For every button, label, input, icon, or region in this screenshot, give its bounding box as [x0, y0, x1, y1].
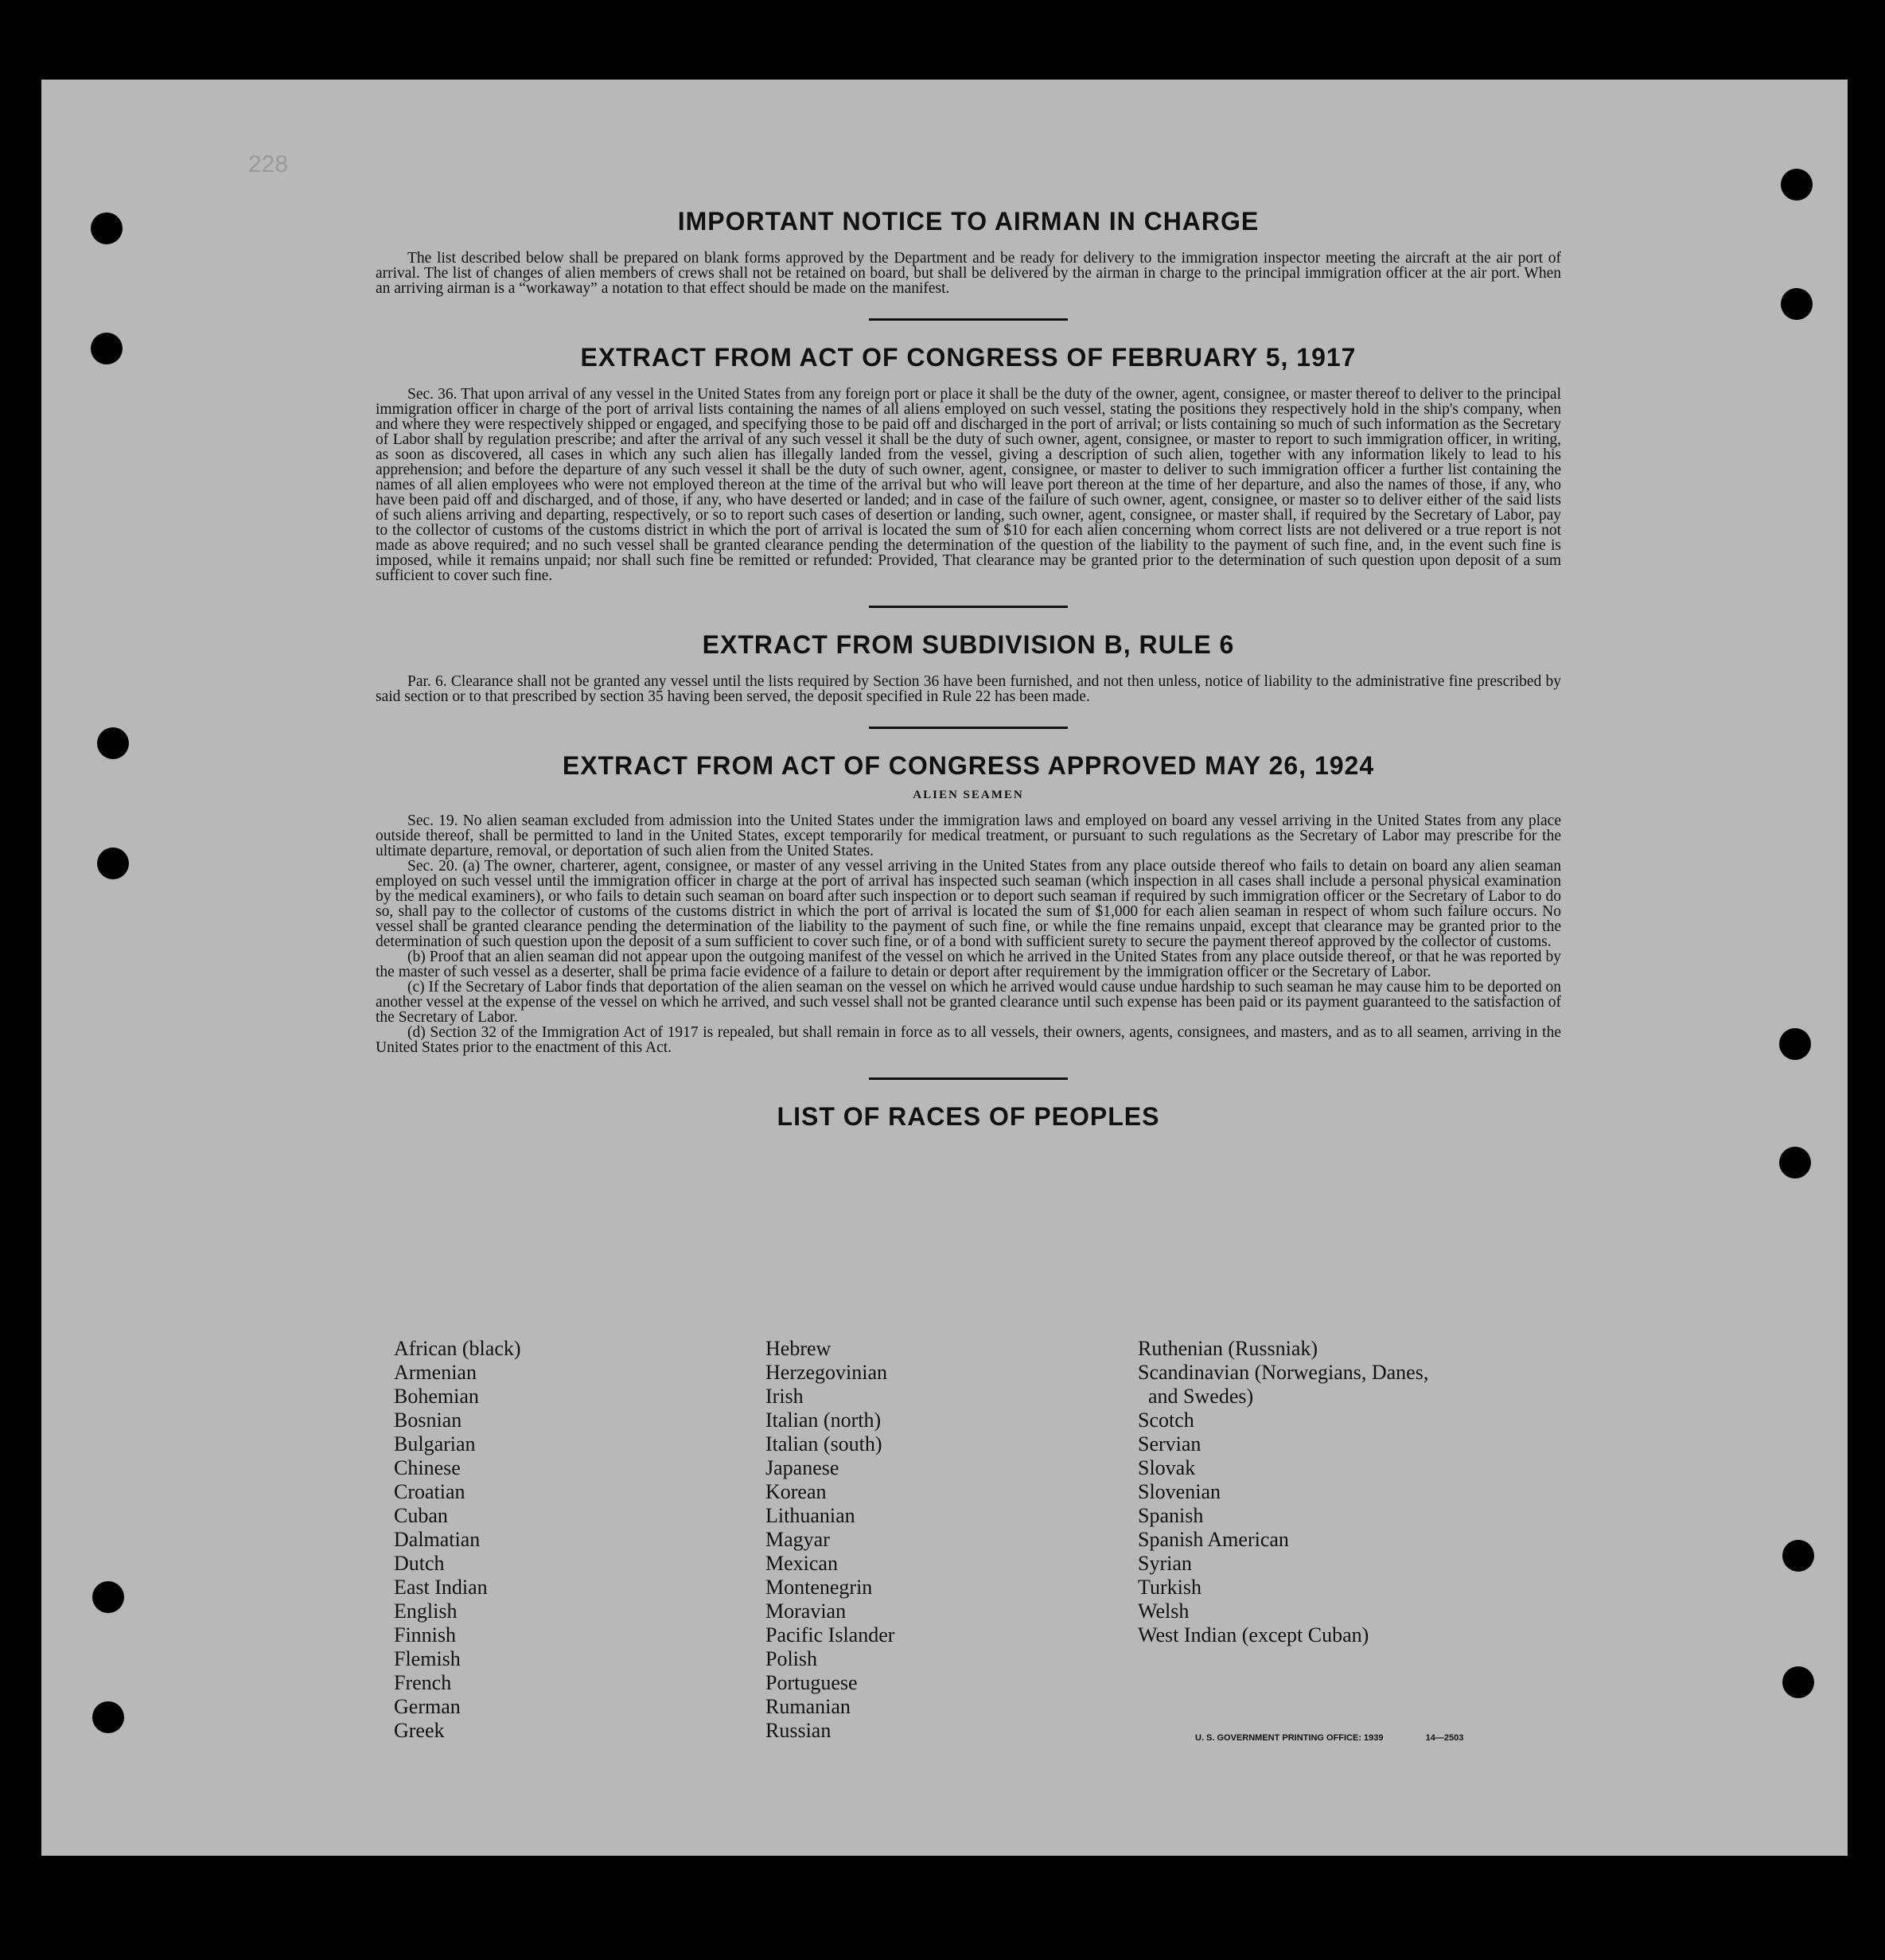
extract-1924-title: EXTRACT FROM ACT OF CONGRESS APPROVED MAY 26, 1924	[562, 751, 1375, 780]
divider	[869, 1077, 1068, 1080]
binder-hole	[91, 212, 123, 244]
race-item: Dalmatian	[394, 1528, 481, 1551]
race-item: Armenian	[394, 1361, 477, 1384]
rule6-title: EXTRACT FROM SUBDIVISION B, RULE 6	[702, 630, 1235, 659]
race-item: German	[394, 1695, 461, 1718]
race-item: English	[394, 1600, 458, 1623]
sec20d-text: (d) Section 32 of the Immigration Act of 1917 is repealed, but shall remain in force as to all vessels, their owners, agents, consignees, and masters, and as to all seamen, arriving in the United States prior to the enactment of this Act.	[376, 1024, 1561, 1056]
race-item: Japanese	[765, 1456, 839, 1479]
races-column-3	[1138, 1337, 1488, 1647]
race-item: Russian	[765, 1719, 832, 1742]
sec19-text: Sec. 19. No alien seaman excluded from admission into the United States under the immigration laws and employed on board any vessel arriving in the United States from any place outside thereof, shall be permitted to land in the United States, except temporarily for medical treatment, or pursuant to such regulations as the Secretary of Labor may prescribe for the ultimate departure, removal, or deportation of such alien from the United States.	[376, 812, 1561, 859]
race-item: Polish	[765, 1647, 818, 1670]
page-stamp: 228	[248, 151, 289, 177]
race-item: French	[394, 1671, 452, 1694]
sec20b-text: (b) Proof that an alien seaman did not appear upon the outgoing manifest of the vessel on which he arrived in the United States from any place outside thereof, or that he was reported by the master of such vessel as a deserter, shall be prima facie evidence of a failure to detain or deport after requirement by the immigration officer or the Secretary of Labor.	[376, 949, 1561, 980]
binder-hole	[92, 1581, 124, 1613]
notice-title: IMPORTANT NOTICE TO AIRMAN IN CHARGE	[677, 207, 1260, 236]
race-item: Scandinavian (Norwegians, Danes,	[1138, 1361, 1429, 1384]
race-item: Italian (south)	[765, 1432, 882, 1455]
race-item: Dutch	[394, 1552, 445, 1575]
race-item: Hebrew	[765, 1337, 832, 1360]
race-item: Finnish	[394, 1623, 457, 1646]
binder-hole	[97, 727, 129, 759]
binder-hole	[1781, 169, 1813, 201]
race-item: Flemish	[394, 1647, 461, 1670]
race-item: Magyar	[765, 1528, 830, 1551]
race-item: Spanish	[1138, 1504, 1204, 1527]
races-column-1	[394, 1337, 744, 1743]
divider	[869, 318, 1068, 321]
race-item: Greek	[394, 1719, 445, 1742]
race-item: Ruthenian (Russniak)	[1138, 1337, 1318, 1360]
race-item: Slovenian	[1138, 1480, 1221, 1503]
race-item: Syrian	[1138, 1552, 1192, 1575]
race-item: Portuguese	[765, 1671, 858, 1694]
form-code: 14—2503	[1425, 1733, 1464, 1743]
printer-imprint: U. S. GOVERNMENT PRINTING OFFICE: 1939	[1195, 1733, 1384, 1743]
divider	[869, 727, 1068, 729]
race-item: West Indian (except Cuban)	[1138, 1623, 1369, 1646]
binder-hole	[1779, 1147, 1811, 1179]
divider	[869, 606, 1068, 608]
race-item: Pacific Islander	[765, 1623, 895, 1646]
binder-hole	[1779, 1028, 1811, 1060]
extract-1917-title: EXTRACT FROM ACT OF CONGRESS OF FEBRUARY 5, 1917	[580, 343, 1357, 372]
race-item: Moravian	[765, 1600, 847, 1623]
document-page	[41, 80, 1848, 1856]
alien-seamen-subtitle: ALIEN SEAMEN	[913, 789, 1024, 801]
printer-footer	[1195, 1733, 1463, 1743]
races-column-2	[765, 1337, 1116, 1743]
extract-1917-text: Sec. 36. That upon arrival of any vessel in the United States from any foreign port or place it shall be the duty of the owner, agent, consignee, or master thereof to deliver to the principal immigration officer in charge of the port of arrival lists containing the names of all aliens employed on such vessel, stating the positions they respectively hold in the ship's company, when and where they were respectively shipped or engaged, and specifying those to be paid off and discharged in the port of arrival; or lists containing so much of such information as the Secretary of Labor shall by regulation prescribe; and after the arrival of any such vessel it shall be the duty of such owner, agent, consignee, or master to report to such immigration officer, in writing, as soon as discovered, all cases in which any such alien has illegally landed from the vessel, giving a description of such alien, together with any information likely to lead to his apprehension; and before the departure of any such vessel it shall be the duty of such owner, agent, consignee, or master to deliver to such immigration officer a further list containing the names of all alien employees who were not employed thereon at the time of the arrival but who will leave port thereon at the time of her departure, and also the names of those, if any, who have been paid off and discharged, and of those, if any, who have deserted or landed; and in case of the failure of such owner, agent, consignee, or master so to deliver either of the said lists of such aliens arriving and departing, respectively, or so to report such cases of desertion or landing, such owner, agent, consignee, or master shall, if required by the Secretary of Labor, pay to the collector of customs of the customs district in which the port of arrival is located the sum of $10 for each alien concerning whom correct lists are not delivered or a true report is not made as above required; and no such vessel shall be granted clearance pending the determination of the question of the liability to the payment of such fine, and, in the event such fine is imposed, while it remains unpaid; nor shall such fine be remitted or refunded: Provided, That clearance may be granted prior to the determination of such question upon deposit of a sum sufficient to cover such fine.	[376, 386, 1561, 584]
race-item: Servian	[1138, 1432, 1201, 1455]
binder-hole	[91, 333, 123, 364]
sec20a-text: Sec. 20. (a) The owner, charterer, agent, consignee, or master of any vessel arriving in the United States from any place outside thereof who fails to detain on board any alien seaman employed on such vessel until the immigration officer in charge at the port of arrival has inspected such seaman (which inspection in all cases shall include a personal physical examination by the medical examiners), or who fails to detain such seaman on board after such inspection or to deport such seaman if required by such immigration officer or the Secretary of Labor to do so, shall pay to the collector of customs of the customs district in which the port of arrival is located the sum of $1,000 for each alien seaman in respect of whom such failure occurs. No vessel shall be granted clearance pending the determination of the liability to the payment of such fine, or while the fine remains unpaid, except that clearance may be granted prior to the determination of such question upon the deposit of a sum sufficient to cover such fine, or of a bond with sufficient surety to secure the payment thereof approved by the collector of customs.	[376, 858, 1561, 950]
rule6-text: Par. 6. Clearance shall not be granted any vessel until the lists required by Section 36 have been furnished, and not then unless, notice of liability to the administrative fine prescribed by said section or to that prescribed by section 35 having been served, the deposit specified in Rule 22 has been made.	[376, 673, 1561, 705]
race-item: Bosnian	[394, 1409, 462, 1432]
race-item: Cuban	[394, 1504, 448, 1527]
race-item: Rumanian	[765, 1695, 851, 1718]
race-item: Herzegovinian	[765, 1361, 888, 1384]
binder-hole	[1782, 1540, 1814, 1572]
race-item: Irish	[765, 1385, 804, 1408]
binder-hole	[97, 848, 129, 879]
races-title: LIST OF RACES OF PEOPLES	[777, 1102, 1160, 1131]
race-item: Welsh	[1138, 1600, 1190, 1623]
notice-text: The list described below shall be prepared on blank forms approved by the Department and be ready for delivery to the immigration inspector meeting the aircraft at the air port of arrival. The list of changes of alien members of crews shall not be retained on board, but shall be delivered by the airman in charge to the principal immigration officer at the air port. When an arriving airman is a “workaway” a notation to that effect should be made on the manifest.	[376, 250, 1561, 297]
race-item: Chinese	[394, 1456, 461, 1479]
sec20c-text: (c) If the Secretary of Labor finds that deportation of the alien seaman on the vessel on which he arrived would cause undue hardship to such seaman he may cause him to be deported on another vessel at the expense of the vessel on which he arrived, and such vessel shall not be granted clearance until such expense has been paid or its payment guaranteed to the satisfaction of the Secretary of Labor.	[376, 979, 1561, 1026]
race-item: Scotch	[1138, 1409, 1194, 1432]
binder-hole	[1781, 288, 1813, 320]
race-item: Slovak	[1138, 1456, 1196, 1479]
race-item: Spanish American	[1138, 1528, 1289, 1551]
race-item: Bulgarian	[394, 1432, 476, 1455]
race-item: African (black)	[394, 1337, 521, 1360]
race-item: and Swedes)	[1138, 1385, 1254, 1408]
race-item: Croatian	[394, 1480, 465, 1503]
binder-hole	[92, 1701, 124, 1733]
race-item: Montenegrin	[765, 1576, 873, 1599]
document-body	[376, 207, 1561, 1132]
race-item: Korean	[765, 1480, 827, 1503]
race-item: Italian (north)	[765, 1409, 882, 1432]
race-item: Lithuanian	[765, 1504, 855, 1527]
race-item: East Indian	[394, 1576, 488, 1599]
race-item: Turkish	[1138, 1576, 1201, 1599]
race-item: Bohemian	[394, 1385, 479, 1408]
race-item: Mexican	[765, 1552, 838, 1575]
binder-hole	[1782, 1666, 1814, 1698]
